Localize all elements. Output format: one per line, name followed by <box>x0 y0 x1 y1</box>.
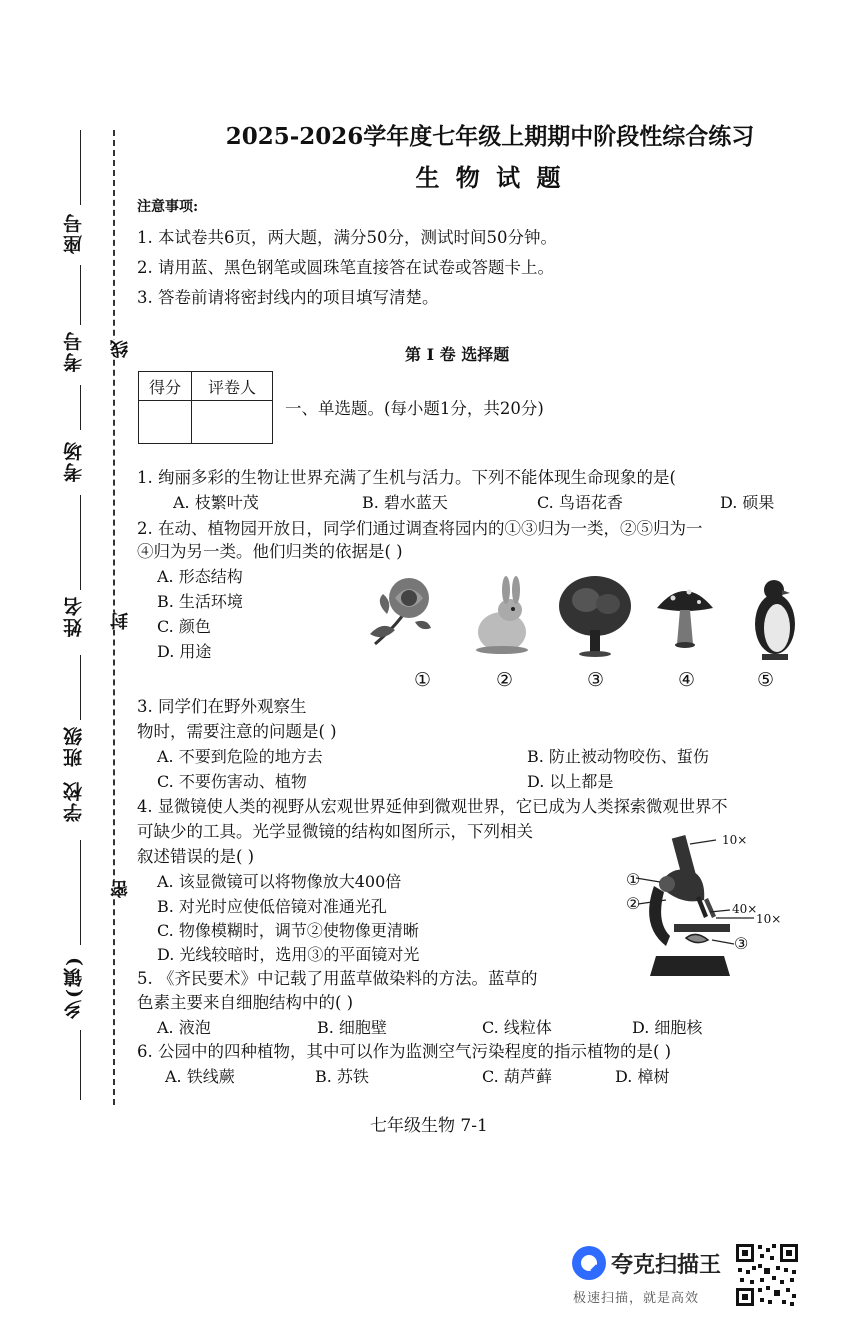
objective-40x-label: 40× <box>732 902 758 916</box>
q6-stem: 6. 公园中的四种植物，其中可以作为监测空气污染程度的指示植物的是( ) <box>137 1042 672 1061</box>
q3-option-d[interactable]: D. 以上都是 <box>527 772 614 791</box>
q6-option-c[interactable]: C. 葫芦藓 <box>482 1067 552 1086</box>
part-title: 一、单选题。(每小题1分，共20分) <box>285 399 544 418</box>
fill-line <box>80 840 81 945</box>
page-number: 七年级生物 7-1 <box>370 1116 488 1136</box>
q1-stem: 1. 绚丽多彩的生物让世界充满了生机与活力。下列不能体现生命现象的是( <box>137 468 676 487</box>
q2-option-c[interactable]: C. 颜色 <box>157 617 211 636</box>
q4-stem: 4. 显微镜使人类的视野从宏观世界延伸到微观世界，它已成为人类探索微观世界不 <box>137 797 728 816</box>
part-1-label: ① <box>626 870 641 889</box>
q5-option-c[interactable]: C. 线粒体 <box>482 1018 552 1037</box>
q4-stem-cont2: 叙述错误的是( ) <box>137 847 255 866</box>
rabbit-icon <box>472 576 532 656</box>
seal-char-feng: 封 <box>108 612 134 630</box>
part-3-label: ③ <box>734 934 749 953</box>
exam-title: 2025-2026学年度七年级上期期中阶段性综合练习 <box>225 123 755 150</box>
class-label: 班级 <box>63 725 85 767</box>
scanner-brand: 夸克扫描王 <box>611 1253 722 1278</box>
scanner-slogan: 极速扫描，就是高效 <box>573 1291 700 1306</box>
q1-option-b[interactable]: B. 碧水蓝天 <box>362 493 448 512</box>
seal-char-mi: 密 <box>108 880 134 898</box>
fill-line <box>80 655 81 720</box>
q2-stem-cont: ④归为另一类。他们归类的依据是( ) <box>137 542 403 561</box>
q5-option-a[interactable]: A. 液泡 <box>157 1018 211 1037</box>
q2-option-b[interactable]: B. 生活环境 <box>157 592 243 611</box>
penguin-icon <box>750 576 800 662</box>
figure-label-4: ④ <box>678 669 696 691</box>
grader-header: 评卷人 <box>192 372 273 401</box>
note-item: 2. 请用蓝、黑色钢笔或圆珠笔直接答在试卷或答题卡上。 <box>137 258 554 277</box>
fill-line <box>80 130 81 205</box>
score-header: 得分 <box>139 372 192 401</box>
fill-line <box>80 385 81 430</box>
section-title: 第 I 卷 选择题 <box>405 345 510 364</box>
scanner-logo-icon <box>572 1246 606 1280</box>
grader-cell[interactable] <box>192 401 273 444</box>
score-cell[interactable] <box>139 401 192 444</box>
microscope-icon <box>620 826 800 986</box>
q3-stem: 3. 同学们在野外观察生 <box>137 697 307 716</box>
q5-option-b[interactable]: B. 细胞壁 <box>317 1018 387 1037</box>
q3-stem-cont: 物时，需要注意的问题是( ) <box>137 722 337 741</box>
q5-stem-cont: 色素主要来自细胞结构中的( ) <box>137 993 354 1012</box>
q5-option-d[interactable]: D. 细胞核 <box>632 1018 703 1037</box>
tree-icon <box>556 574 634 658</box>
subject-title: 生 物 试 题 <box>415 163 565 192</box>
name-label: 姓名 <box>63 595 85 637</box>
objective-10x-label: 10× <box>756 912 782 926</box>
town-label: 乡(镇) <box>63 955 85 1019</box>
eyepiece-mag-label: 10× <box>722 833 748 847</box>
q5-stem: 5. 《齐民要术》中记载了用蓝草做染料的方法。蓝草的 <box>137 969 538 988</box>
seal-char-xian: 线 <box>108 340 134 358</box>
q4-option-a[interactable]: A. 该显微镜可以将物像放大400倍 <box>157 872 402 891</box>
figure-label-5: ⑤ <box>757 669 775 691</box>
fill-line <box>80 1030 81 1100</box>
q2-stem: 2. 在动、植物园开放日，同学们通过调查将园内的①③归为一类，②⑤归为一 <box>137 519 703 538</box>
exam-number-label: 考号 <box>63 330 85 372</box>
q2-option-d[interactable]: D. 用途 <box>157 642 212 661</box>
figure-label-1: ① <box>414 669 432 691</box>
q3-option-b[interactable]: B. 防止被动物咬伤、蜇伤 <box>527 747 709 766</box>
seat-number-label: 座号 <box>63 212 85 254</box>
exam-room-label: 考场 <box>63 440 85 482</box>
fill-line <box>80 265 81 325</box>
fill-line <box>80 495 81 590</box>
q6-option-a[interactable]: A. 铁线蕨 <box>165 1067 235 1086</box>
note-item: 1. 本试卷共6页，两大题，满分50分，测试时间50分钟。 <box>137 228 557 247</box>
q2-option-a[interactable]: A. 形态结构 <box>157 567 243 586</box>
q1-option-c[interactable]: C. 鸟语花香 <box>537 493 623 512</box>
rose-icon <box>365 572 435 654</box>
q3-option-a[interactable]: A. 不要到危险的地方去 <box>157 747 323 766</box>
q4-option-b[interactable]: B. 对光时应使低倍镜对准通光孔 <box>157 897 387 916</box>
part-2-label: ② <box>626 894 641 913</box>
figure-label-3: ③ <box>587 669 605 691</box>
note-item: 3. 答卷前请将密封线内的项目填写清楚。 <box>137 288 439 307</box>
q4-option-d[interactable]: D. 光线较暗时，选用③的平面镜对光 <box>157 945 420 964</box>
q4-stem-cont: 可缺少的工具。光学显微镜的结构如图所示，下列相关 <box>137 822 533 841</box>
q3-option-c[interactable]: C. 不要伤害动、植物 <box>157 772 307 791</box>
q1-option-d[interactable]: D. 硕果 <box>720 493 775 512</box>
figure-label-2: ② <box>496 669 514 691</box>
q1-option-a[interactable]: A. 枝繁叶茂 <box>173 493 259 512</box>
q4-option-c[interactable]: C. 物像模糊时，调节②使物像更清晰 <box>157 921 419 940</box>
score-table <box>138 371 273 444</box>
school-label: 学校 <box>63 780 85 822</box>
mushroom-icon <box>655 580 715 650</box>
q6-option-d[interactable]: D. 樟树 <box>615 1067 670 1086</box>
q6-option-b[interactable]: B. 苏铁 <box>315 1067 369 1086</box>
notes-heading: 注意事项: <box>137 199 199 215</box>
qr-code-icon[interactable] <box>734 1242 800 1308</box>
